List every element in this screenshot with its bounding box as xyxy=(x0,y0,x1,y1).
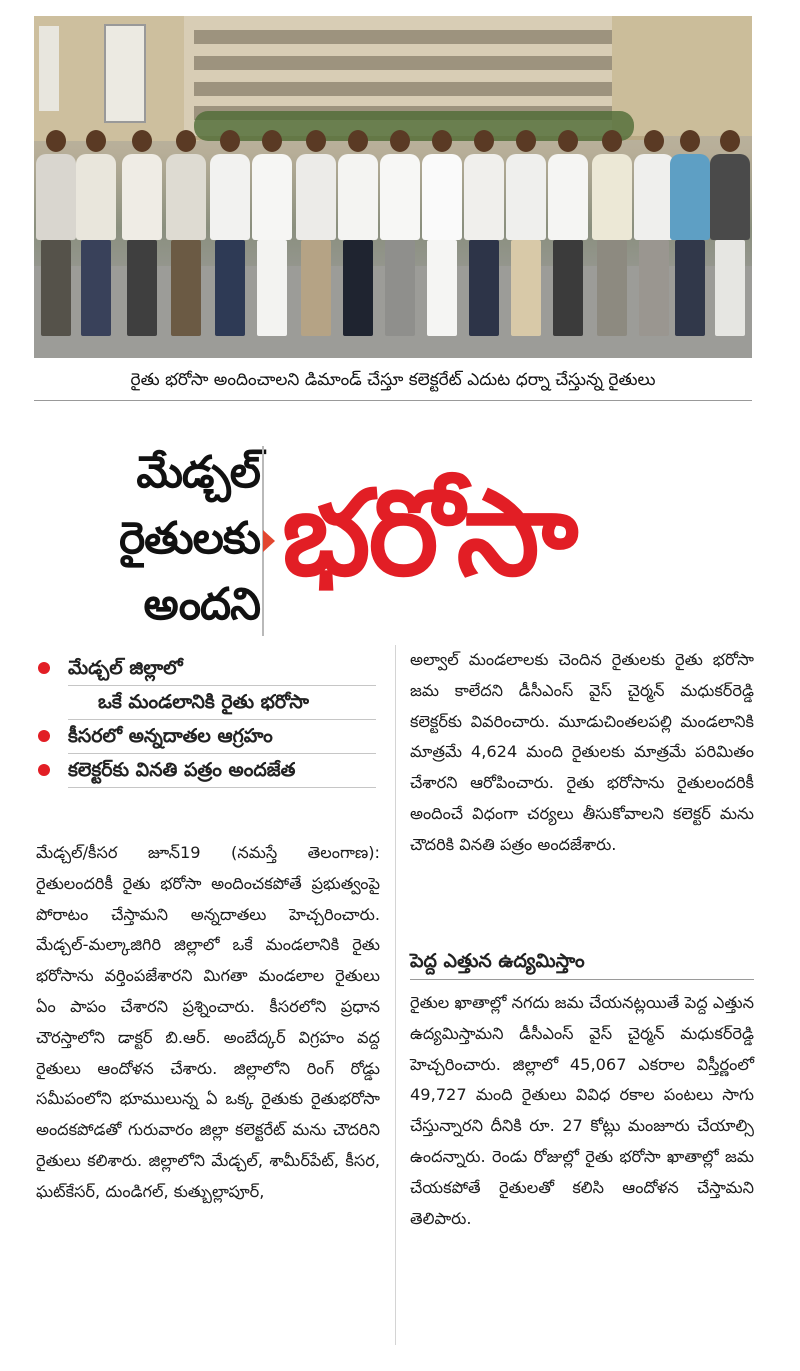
news-photo xyxy=(34,16,752,358)
highlight-item xyxy=(36,652,376,720)
protesting-farmers xyxy=(34,112,752,348)
column-separator xyxy=(395,645,396,1345)
headline-line-1: మేడ్చల్ xyxy=(136,447,260,498)
arrow-right-icon xyxy=(263,530,275,552)
highlight-text: కీసరలో అన్నదాతల ఆగ్రహం xyxy=(68,720,376,754)
headline-line-3: అందని xyxy=(143,579,260,630)
notice-board xyxy=(104,24,146,123)
headline-line-2: రైతులకు xyxy=(119,513,260,564)
bullet-dot-icon xyxy=(38,662,50,674)
article-paragraph: అల్వాల్ మండలాలకు చెందిన రైతులకు రైతు భరోసా జమ కాలేదని డీసీఎంస్ వైస్ చైర్మన్ మధుకర్‌రెడ్డి కలెక్టర్‌కు వివరించారు. మూడుచింతలపల్లి మండలానికి మాత్రమే 4,624 మంది రైతులకు మాత్రమే పరిమితం చేశారని ఆరోపించారు. రైతు భరోసాను రైతులందరికీ అందించే విధంగా చర్యలు తీసుకోవాలని కలెక్టర్ మను చౌదరికి వినతి పత్రం అందజేశారు. xyxy=(410,650,754,854)
headline-big: భరోసా xyxy=(282,464,577,602)
bullet-dot-icon xyxy=(38,764,50,776)
bullet-dot-icon xyxy=(38,730,50,742)
highlight-text-cont: ఒకే మండలానికి రైతు భరోసా xyxy=(68,686,376,720)
article-paragraph: మేడ్చల్/కీసర జూన్19 (నమస్తే తెలంగాణ): రైతులందరికీ రైతు భరోసా అందించకపోతే ప్రభుత్వంపై పోరాటం చేస్తామని అన్నదాతలు హెచ్చరించారు. మేడ్చల్-మల్కాజిగిరి జిల్లాలో ఒకే మండలానికి రైతు భరోసాను వర్తింపజేశారని మిగతా మండలాల రైతులు ఏం పాపం చేశారని ప్రశ్నించారు. కీసరలోని ప్రధాన చౌరస్తాలోని డాక్టర్ బి.ఆర్. అంబేద్కర్ విగ్రహం వద్ద రైతులు ఆందోళన చేశారు. జిల్లాలోని రింగ్ రోడ్డు సమీపంలోని భూములున్న ఏ ఒక్క రైతుకు రైతుభరోసా అందకపోడతో గురువారం జిల్లా కలెక్టరేట్ మను చౌదరిని రైతులు కలిశారు. జిల్లాలోని మేడ్చల్, శామీర్‌పేట్, కీసర, ఘట్‌కేసర్, దుండిగల్, కుత్బుల్లాపూర్, xyxy=(36,843,380,1201)
article-column-right-bottom xyxy=(410,988,754,1234)
photo-caption: రైతు భరోసా అందించాలని డిమాండ్ చేస్తూ కలెక్టరేట్ ఎదుట ధర్నా చేస్తున్న రైతులు xyxy=(34,360,752,401)
highlight-item xyxy=(36,754,376,788)
highlights-list xyxy=(36,652,376,788)
article-column-left xyxy=(36,838,380,1208)
article-subheading: పెద్ద ఎత్తున ఉద్యమిస్తాం xyxy=(410,943,754,980)
highlight-text: కలెక్టర్‌కు వినతి పత్రం అందజేత xyxy=(68,754,376,788)
article-paragraph: రైతుల ఖాతాల్లో నగదు జమ చేయనట్లయితే పెద్ద ఎత్తున ఉద్యమిస్తామని డీసీఎంస్ వైస్ చైర్మన్ మధుకర్‌రెడ్డి హెచ్చరించారు. జిల్లాలో 45,067 ఎకరాల విస్తీర్ణంలో 49,727 మంది రైతులు వివిధ రకాల పంటలు సాగు చేస్తున్నారని దీనికి రూ. 27 కోట్లు మంజూరు చేయాల్సి ఉందన్నారు. రెండు రోజుల్లో రైతు భరోసా ఖాతాల్లో జమ చేయకపోతే రైతులతో కలిసి ఆందోళన చేస్తామని తెలిపారు. xyxy=(410,993,754,1228)
notice-board xyxy=(39,26,59,111)
highlight-item xyxy=(36,720,376,754)
highlight-text: మేడ్చల్ జిల్లాలో xyxy=(68,652,376,686)
article-column-right xyxy=(410,645,754,861)
headline-small xyxy=(40,440,260,638)
